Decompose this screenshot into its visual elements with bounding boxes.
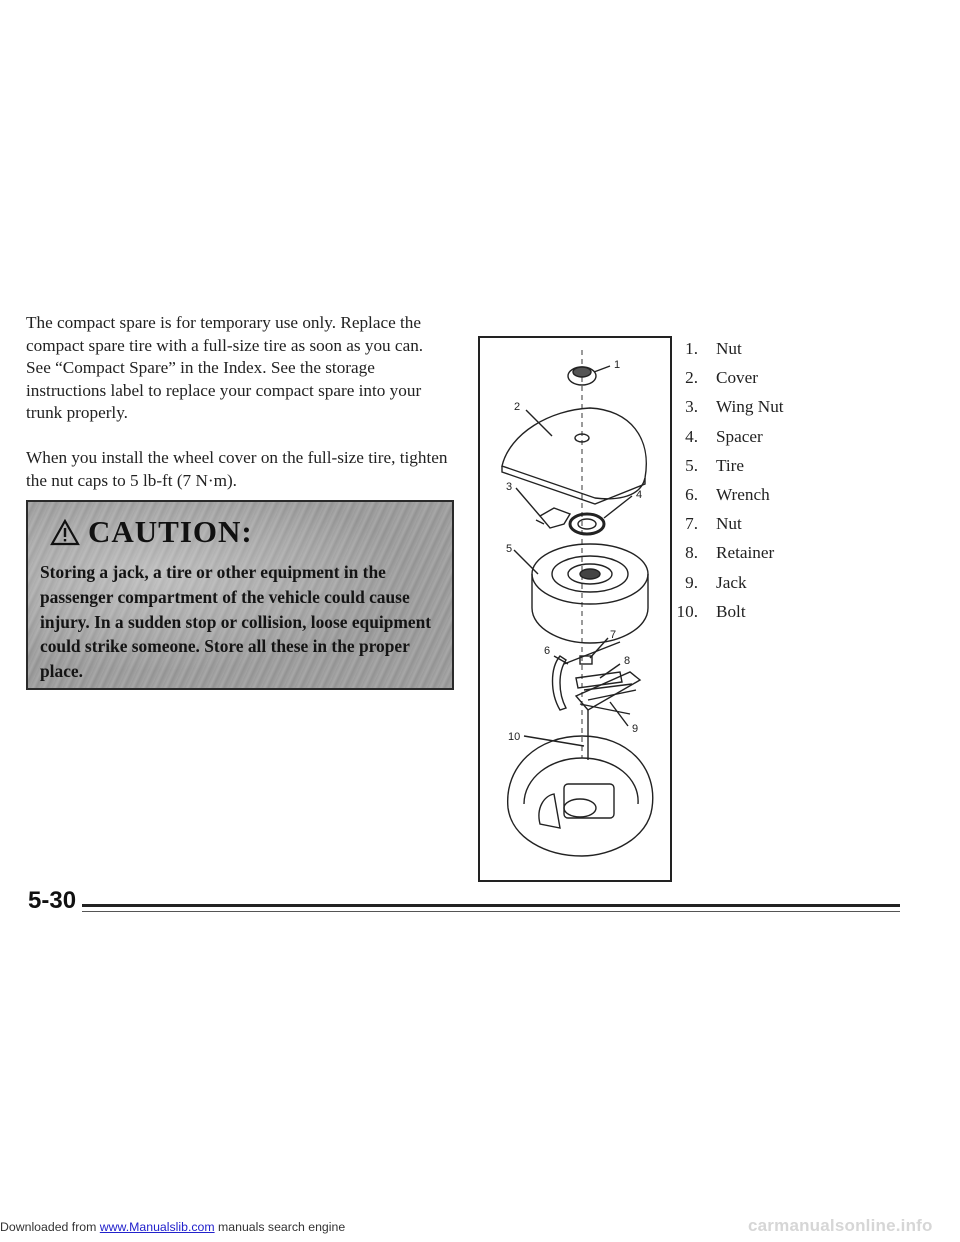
callout-7: 7 [610, 629, 617, 641]
list-item: 9. Jack [685, 572, 747, 592]
callout-8: 8 [624, 655, 631, 667]
caution-header [50, 514, 253, 550]
callout-2: 2 [514, 401, 521, 413]
manualslib-link[interactable]: www.Manualslib.com [99, 1220, 215, 1234]
list-item: 10. Bolt [676, 601, 746, 621]
caution-box [26, 500, 454, 690]
footer-prefix: Downloaded from [0, 1220, 100, 1234]
list-item: 2. Cover [685, 368, 759, 388]
torque-paragraph: When you install the wheel cover on the full-size tire, tighten the nut caps to 5 lb-ft (7 N·m). [26, 448, 448, 490]
list-item: 7. Nut [685, 514, 742, 534]
exploded-view-illustration [480, 338, 674, 884]
callout-1: 1 [614, 359, 621, 371]
callout-3: 3 [506, 481, 513, 493]
parts-list [664, 338, 784, 630]
list-item: 1. Nut [685, 339, 742, 358]
callout-10: 10 [508, 731, 521, 743]
callout-4: 4 [636, 489, 643, 501]
list-item: 3. Wing Nut [685, 397, 784, 417]
caution-title: CAUTION: [88, 514, 253, 549]
intro-paragraph: The compact spare is for temporary use only. Replace the compact spare tire with a full-size tire as soon as you can. See “Compact Spare” in the Index. See the storage instructions label to replace your compact spare into your trunk properly. [26, 313, 424, 422]
callout-5: 5 [506, 543, 513, 555]
footer-rule [82, 904, 900, 907]
list-item: 8. Retainer [685, 543, 775, 563]
caution-text: Storing a jack, a tire or other equipment in the passenger compartment of the vehicle could cause injury. In a sudden stop or collision, loose equipment could strike someone. Store all these in the proper place. [40, 562, 432, 682]
callout-9: 9 [632, 723, 639, 735]
warning-triangle-icon [50, 519, 80, 546]
footer-rule-thin [82, 911, 900, 912]
page-number: 5-30 [28, 887, 77, 914]
list-item: 5. Tire [685, 455, 745, 475]
watermark: carmanualsonline.info [748, 1216, 933, 1235]
download-footer [0, 1220, 345, 1234]
footer-suffix: manuals search engine [214, 1220, 346, 1234]
spare-tire-storage-diagram [478, 336, 672, 882]
callout-6: 6 [544, 645, 551, 657]
list-item: 6. Wrench [685, 484, 770, 504]
list-item: 4. Spacer [685, 426, 763, 446]
